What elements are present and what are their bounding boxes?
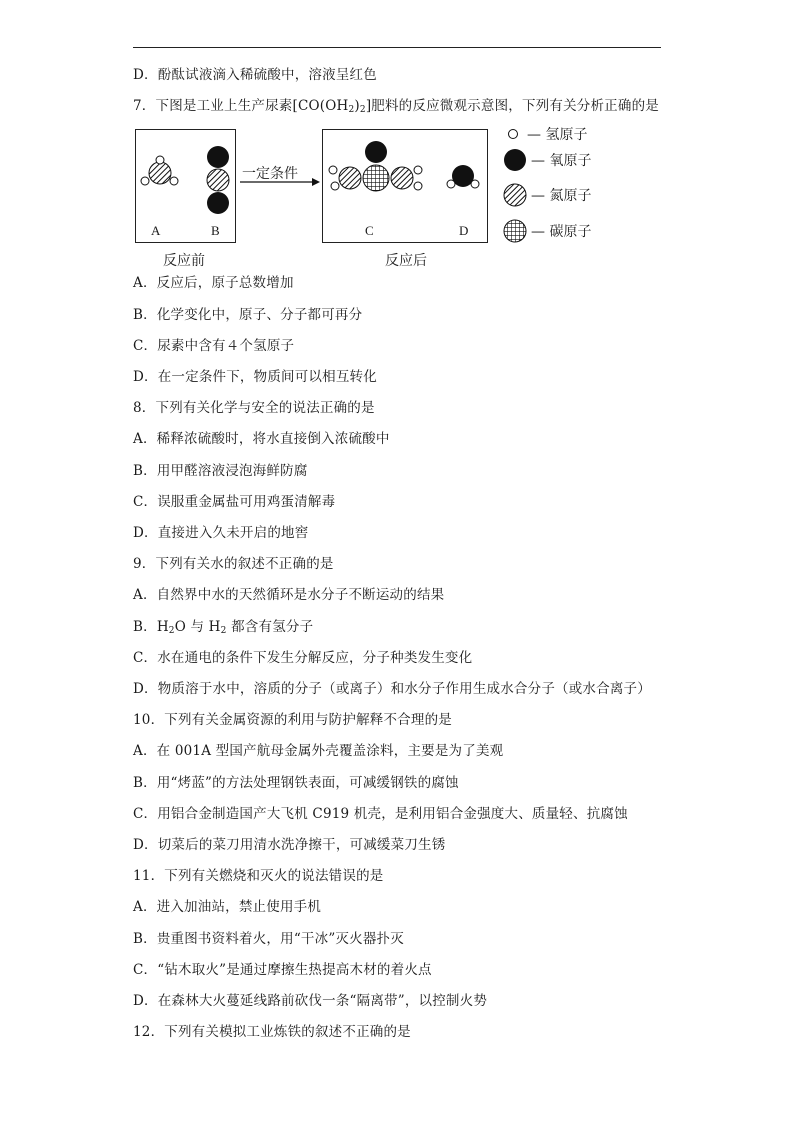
- q9-option-d: D．物质溶于水中，溶质的分子（或离子）和水分子作用生成水合分子（或水合离子）: [133, 681, 651, 697]
- legend-hydrogen-label: — 氢原子: [527, 127, 588, 143]
- q8-option-a: A．稀释浓硫酸时，将水直接倒入浓硫酸中: [133, 431, 390, 447]
- legend-oxygen: [503, 148, 591, 172]
- reaction-after-box: [322, 129, 488, 243]
- legend-hydrogen: [503, 122, 587, 146]
- label-c: C: [365, 223, 374, 238]
- legend-carbon: [503, 219, 591, 243]
- header-rule: [133, 47, 661, 48]
- q11-option-b: B．贵重图书资料着火，用“干冰”灭火器扑灭: [133, 931, 404, 947]
- caption-before: 反应前: [163, 253, 205, 269]
- q7-option-d: D．在一定条件下，物质间可以相互转化: [133, 369, 377, 385]
- label-d: D: [459, 223, 469, 238]
- legend-nitrogen-label: — 氮原子: [531, 188, 592, 204]
- label-a: A: [151, 223, 161, 238]
- caption-after: 反应后: [385, 253, 427, 269]
- q10-option-b: B．用“烤蓝”的方法处理钢铁表面，可减缓钢铁的腐蚀: [133, 775, 459, 791]
- q10-option-a: A．在 001A 型国产航母金属外壳覆盖涂料，主要是为了美观: [133, 743, 504, 759]
- label-b: B: [211, 223, 220, 238]
- q9-option-b: B．$H_2O$ 与 $H_2$ 都含有氢分子: [133, 619, 314, 636]
- q10-stem: 10．下列有关金属资源的利用与防护解释不合理的是: [133, 712, 452, 728]
- legend-oxygen-label: — 氧原子: [531, 153, 592, 169]
- q9-stem: 9．下列有关水的叙述不正确的是: [133, 556, 334, 572]
- q11-option-d: D．在森林大火蔓延线路前砍伐一条“隔离带”，以控制火势: [133, 993, 488, 1009]
- q11-stem: 11．下列有关燃烧和灭火的说法错误的是: [133, 868, 384, 884]
- q10-option-d: D．切菜后的菜刀用清水洗净擦干，可减缓菜刀生锈: [133, 837, 446, 853]
- legend-carbon-label: — 碳原子: [531, 224, 592, 240]
- q8-stem: 8．下列有关化学与安全的说法正确的是: [133, 400, 375, 416]
- arrow-condition-label: 一定条件: [242, 166, 298, 182]
- carbon-atom-icon: [503, 219, 527, 243]
- q7-option-c: C．尿素中含有４个氢原子: [133, 338, 295, 354]
- q11-option-a: A．进入加油站，禁止使用手机: [133, 899, 322, 915]
- hydrogen-atom-icon: [503, 124, 523, 144]
- molecule-d: [447, 165, 479, 188]
- oxygen-atom-icon: [503, 148, 527, 172]
- reaction-arrow-icon: [240, 176, 322, 188]
- q8-option-b: B．用甲醛溶液浸泡海鲜防腐: [133, 463, 308, 479]
- q6-option-d: D．酚酞试液滴入稀硫酸中，溶液呈红色: [133, 67, 377, 83]
- q12-stem: 12．下列有关模拟工业炼铁的叙述不正确的是: [133, 1024, 411, 1040]
- legend-nitrogen: [503, 183, 591, 207]
- q9-option-a: A．自然界中水的天然循环是水分子不断运动的结果: [133, 587, 445, 603]
- q7-option-a: A．反应后，原子总数增加: [133, 275, 294, 291]
- q7-option-b: B．化学变化中，原子、分子都可再分: [133, 307, 363, 323]
- q9-option-c: C．水在通电的条件下发生分解反应，分子种类发生变化: [133, 650, 473, 666]
- q10-option-c: C．用铝合金制造国产大飞机 C919 机壳，是利用铝合金强度大、质量轻、抗腐蚀: [133, 806, 628, 822]
- q7-stem: 7．下图是工业上生产尿素$[CO(OH_2)_2]$肥料的反应微观示意图，下列有关分析正确的是: [133, 98, 659, 115]
- q11-option-c: C．“钻木取火”是通过摩擦生热提高木材的着火点: [133, 962, 432, 978]
- q8-option-c: C．误服重金属盐可用鸡蛋清解毒: [133, 494, 336, 510]
- nitrogen-atom-icon: [503, 183, 527, 207]
- molecule-b: [207, 146, 229, 214]
- molecule-a: [141, 156, 178, 185]
- q8-option-d: D．直接进入久未开启的地窖: [133, 525, 309, 541]
- reaction-before-box: [135, 129, 236, 243]
- molecule-c: [329, 141, 422, 191]
